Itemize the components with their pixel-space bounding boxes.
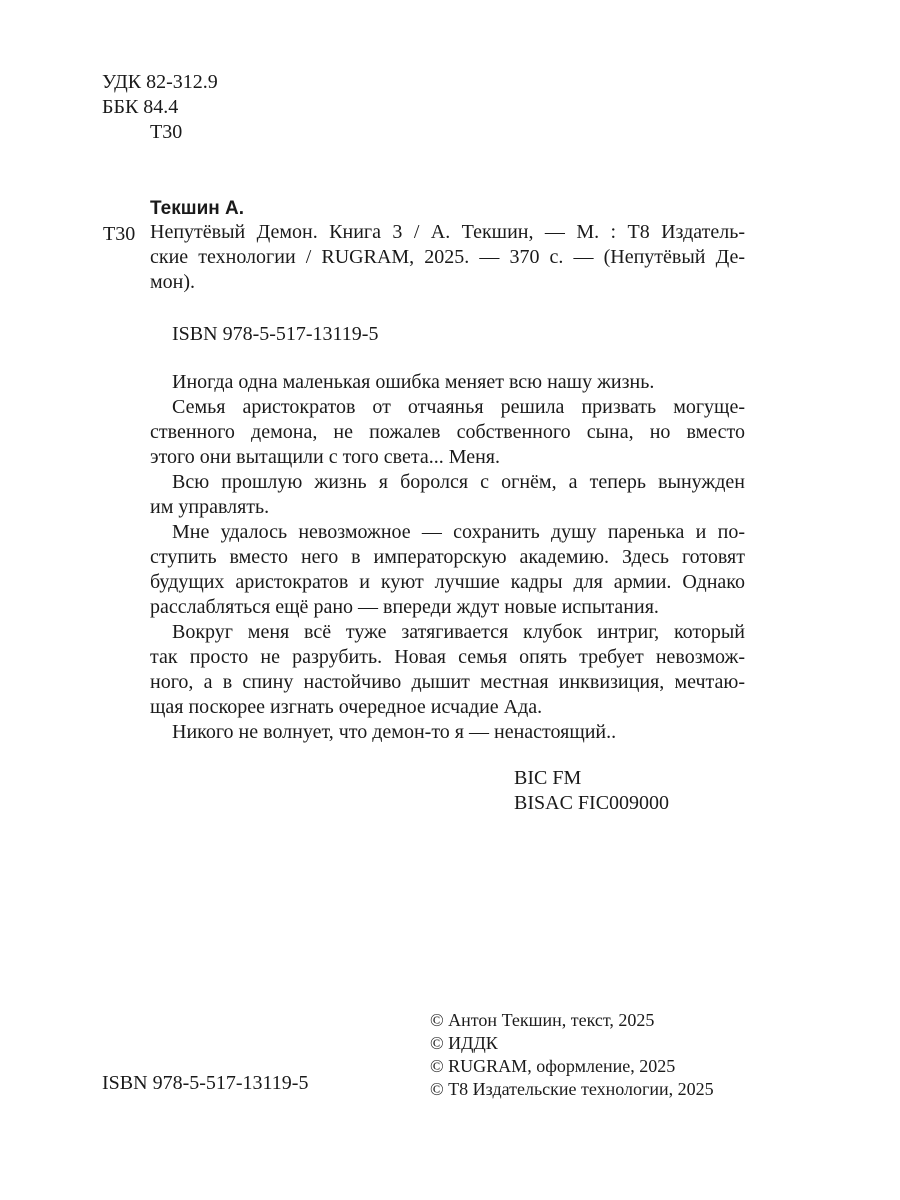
- udk-code: УДК 82-312.9: [102, 71, 218, 93]
- annotation-line: так просто не разрубить. Новая семья опять требует невозмож-: [150, 646, 745, 668]
- copyright-block: [430, 1009, 714, 1101]
- annotation: [150, 370, 745, 745]
- classification-block: [102, 70, 218, 145]
- author-name: Текшин А.: [150, 198, 245, 219]
- copyright-line: © RUGRAM, оформление, 2025: [430, 1056, 676, 1076]
- author-mark-record: Т30: [103, 223, 136, 245]
- bibliographic-description: [150, 220, 745, 295]
- annotation-line: им управлять.: [150, 496, 270, 518]
- copyright-line: © Т8 Издательские технологии, 2025: [430, 1079, 714, 1099]
- annotation-line: будущих аристократов и куют лучшие кадры для армии. Однако: [150, 571, 745, 593]
- annotation-line: Никого не волнует, что демон-то я — ненастоящий..: [172, 721, 617, 743]
- copyright-line: © Антон Текшин, текст, 2025: [430, 1010, 655, 1030]
- annotation-line: Вокруг меня всё туже затягивается клубок интриг, который: [172, 621, 745, 643]
- copyright-line: © ИДДК: [430, 1033, 498, 1053]
- annotation-paragraph: [150, 395, 745, 470]
- annotation-paragraph: [150, 620, 745, 720]
- annotation-line: ного, а в спину настойчиво дышит местная инквизиция, мечтаю-: [150, 671, 745, 693]
- isbn-record: ISBN 978-5-517-13119-5: [172, 323, 379, 345]
- annotation-line: Семья аристократов от отчаянья решила призвать могуще-: [172, 396, 745, 418]
- bisac-code: BISAC FIC009000: [514, 792, 670, 814]
- annotation-line: Иногда одна маленькая ошибка меняет всю нашу жизнь.: [172, 371, 655, 393]
- isbn-bottom: ISBN 978-5-517-13119-5: [102, 1072, 309, 1094]
- subject-codes: [514, 766, 669, 816]
- annotation-line: щая поскорее изгнать очередное исчадие Ада.: [150, 696, 543, 718]
- biblio-line: ские технологии / RUGRAM, 2025. — 370 с. — (Непутёвый Де-: [150, 246, 745, 268]
- annotation-paragraph: [150, 470, 745, 520]
- bbk-code: ББК 84.4: [102, 96, 179, 118]
- annotation-paragraph: [150, 720, 745, 745]
- annotation-line: этого они вытащили с того света... Меня.: [150, 446, 500, 468]
- bic-code: BIC FM: [514, 767, 582, 789]
- author-mark: Т30: [150, 121, 183, 143]
- biblio-line: мон).: [150, 271, 196, 293]
- annotation-paragraph: [150, 370, 745, 395]
- biblio-line: Непутёвый Демон. Книга 3 / А. Текшин, — М. : Т8 Издатель-: [150, 221, 745, 243]
- annotation-paragraph: [150, 520, 745, 620]
- annotation-line: ступить вместо него в императорскую академию. Здесь готовят: [150, 546, 745, 568]
- annotation-line: Всю прошлую жизнь я боролся с огнём, а теперь вынужден: [172, 471, 745, 493]
- annotation-line: расслабляться ещё рано — впереди ждут новые испытания.: [150, 596, 659, 618]
- annotation-line: ственного демона, не пожалев собственного сына, но вместо: [150, 421, 745, 443]
- annotation-line: Мне удалось невозможное — сохранить душу паренька и по-: [172, 521, 745, 543]
